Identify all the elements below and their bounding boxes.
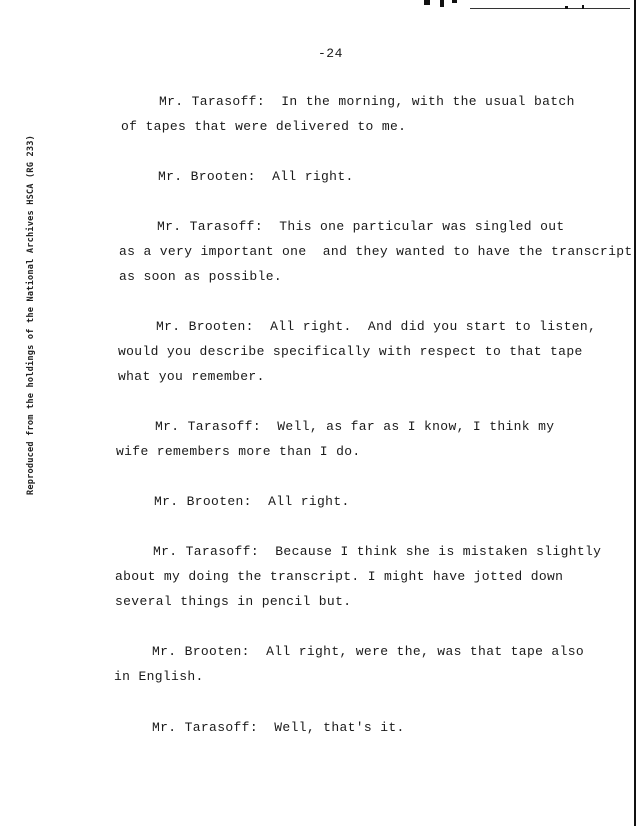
transcript-line: several things in pencil but. — [115, 594, 352, 609]
transcript-line: Mr. Brooten: All right, were the, was that tape also — [152, 644, 585, 659]
scan-artifact-mark — [582, 5, 584, 9]
transcript-line: would you describe specifically with respect to that tape — [118, 344, 583, 359]
page-number: -24 — [318, 46, 343, 61]
transcript-line: Mr. Brooten: All right. — [154, 494, 350, 509]
transcript-line: Mr. Brooten: All right. — [158, 169, 354, 184]
transcript-line: Mr. Brooten: All right. And did you start to listen, — [156, 319, 597, 334]
transcript-line: Mr. Tarasoff: This one particular was singled out — [157, 219, 565, 234]
transcript-line: wife remembers more than I do. — [116, 444, 361, 459]
transcript-line: what you remember. — [118, 369, 265, 384]
transcript-line: Mr. Tarasoff: In the morning, with the usual batch — [159, 94, 575, 109]
page-edge — [634, 0, 636, 826]
transcript-line: Mr. Tarasoff: Well, as far as I know, I think my — [155, 419, 555, 434]
archive-side-note: Reproduced from the holdings of the National Archives HSCA (RG 233) — [26, 134, 36, 495]
transcript-line: Mr. Tarasoff: Because I think she is mistaken slightly — [153, 544, 602, 559]
scan-artifact-mark — [565, 6, 568, 9]
transcript-line: as a very important one and they wanted to have the transcript — [119, 244, 633, 259]
transcript-line: in English. — [114, 669, 204, 684]
transcript-line: as soon as possible. — [119, 269, 283, 284]
scan-artifact-mark — [452, 0, 457, 3]
scan-artifact-mark — [424, 0, 430, 5]
transcript-line: Mr. Tarasoff: Well, that's it. — [152, 720, 405, 735]
scan-artifact-rule — [470, 8, 630, 9]
transcript-line: about my doing the transcript. I might have jotted down — [115, 569, 564, 584]
transcript-line: of tapes that were delivered to me. — [121, 119, 407, 134]
scan-artifact-mark — [440, 0, 444, 7]
